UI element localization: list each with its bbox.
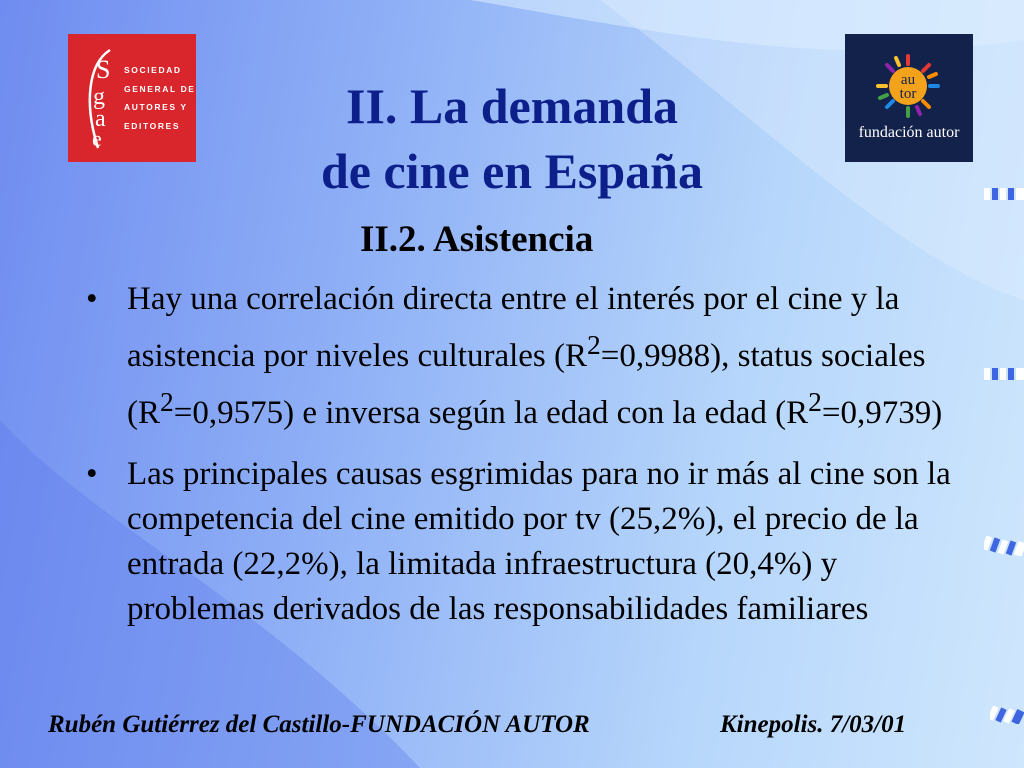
superscript: 2 [160, 386, 174, 417]
bullet-item [82, 452, 962, 632]
edge-stripe-icon [984, 536, 1024, 556]
sgae-line: EDITORES [124, 120, 181, 131]
superscript: 2 [808, 386, 822, 417]
edge-stripe-icon [984, 186, 1024, 202]
edge-stripe-icon [990, 706, 1024, 724]
title-line-1: II. La demanda [345, 78, 679, 134]
bullet-text: =0,9575) e inversa según la edad con la edad (R [173, 395, 809, 431]
svg-text:S: S [96, 55, 111, 84]
bullet-text: =0,9988), status sociales (R [127, 338, 926, 431]
svg-text:a: a [95, 106, 106, 132]
bullet-list [82, 277, 962, 632]
sgae-wordmark [124, 61, 194, 135]
title-line-2: de cine en España [320, 143, 703, 199]
superscript: 2 [587, 329, 601, 360]
sun-text-top: au [900, 72, 916, 88]
section-subtitle: II.2. Asistencia [360, 219, 594, 260]
sun-text-bottom: tor [899, 86, 917, 102]
sgae-line: GENERAL DE [124, 83, 196, 94]
sun-logo-icon [876, 54, 940, 118]
sgae-line: SOCIEDAD [124, 65, 182, 75]
sgae-line: AUTORES Y [124, 102, 188, 112]
svg-text:g: g [93, 84, 105, 110]
bullet-dot-icon: • [86, 281, 98, 317]
page-title [200, 74, 824, 204]
edge-stripe-icon [984, 366, 1024, 382]
sgae-logo [68, 34, 196, 162]
footer-author: Rubén Gutiérrez del Castillo-FUNDACIÓN AUTOR [48, 711, 590, 738]
footer-event-date: Kinepolis. 7/03/01 [720, 711, 907, 738]
svg-text:e: e [92, 126, 102, 151]
bullet-dot-icon: • [86, 456, 98, 492]
bullet-text: Las principales causas esgrimidas para no ir más al cine son la competencia del cine emitido por tv (25,2%), el precio de la entrada (22,2%), la limitada infraestructura (20,4%) y problemas derivados de las responsabilidades familiares [127, 456, 951, 627]
bullet-text: Hay una correlación directa entre el interés por el cine y la asistencia por niveles culturales (R [127, 281, 900, 374]
bullet-item [82, 277, 962, 436]
bullet-text: =0,9739) [821, 395, 943, 431]
sgae-monogram-icon [76, 44, 118, 152]
fundacion-autor-logo [845, 34, 973, 162]
fundacion-autor-caption: fundación autor [858, 124, 960, 141]
